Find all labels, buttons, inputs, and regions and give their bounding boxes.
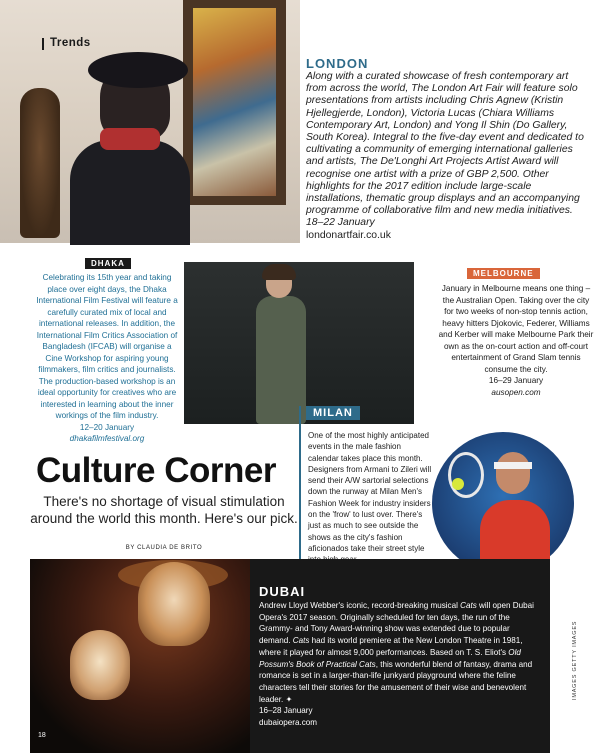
dubai-body-2: will open Dubai Opera's 2017 season. Originally scheduled for ten days, the run of the Grammy- and Tony Award-winning show was extended due to popular demand. [259,601,534,646]
end-mark-icon: ✦ [285,694,293,704]
dubai-dates: 16–28 January [259,706,313,716]
melbourne-url[interactable]: ausopen.com [491,387,541,397]
page-number: 18 [38,732,46,739]
tennis-player-head [496,452,530,494]
visitor-beret [88,52,188,88]
london-heading: LONDON [306,56,369,71]
london-article [306,71,588,242]
dubai-body-4: , this wonderful blend of fantasy, drama and romance is set in a larger-than-life junkyard playground where the feline characters tell their stories for the amusement of their wise and benevolent leader. [259,659,533,704]
dhaka-url[interactable]: dhakafilmfestival.org [69,434,145,443]
melbourne-dates: 16–29 January [488,376,544,385]
tennis-headband [494,462,532,469]
cat-performer-face [138,562,210,646]
london-dates: 18–22 January [306,217,375,229]
image-credit: IMAGES GETTY IMAGES [572,620,578,700]
melbourne-article [438,283,594,398]
dubai-heading: DUBAI [259,584,306,599]
page-title: Culture Corner [36,451,276,490]
tennis-ball-icon [452,478,464,490]
dubai-body-1: Andrew Lloyd Webber's iconic, record-breaking musical [259,601,461,610]
painting [193,8,276,196]
runway-model-hair [262,264,296,280]
visitor-figure [70,140,190,245]
runway-model-suit [256,296,306,424]
london-body-text: Along with a curated showcase of fresh contemporary art from across the world, The London Art Fair will feature solo presentations from artists including Chris Agnew (Kristin Hjellegjerde, London), Victoria Lucas (Chiara Williams Contemporary Art, London) and Yong Il Shin (Do Gallery, South Korea). Integral to the five-day event and dedicated to cultivating a community of emerging international galleries and artists, The De'Longhi Art Projects Artist Award will recognise one artist with a prize of GBP 2,500. Other highlights for the 2017 edition include large-scale installations, thematic group displays and an accompanying programme of collaborative film and new media initiatives. [306,71,584,217]
cat-performer-face-2 [70,630,130,700]
tennis-racket-icon [448,452,484,498]
dubai-body-3: had its world premiere at the New London Theatre in 1981, where it played for almost 9,000 performances. Based on T. S. Eliot's [259,636,523,657]
dhaka-body-text: Celebrating its 15th year and taking place over eight days, the Dhaka International Film Festival will feature a carefully curated mix of local and international releases. In addition, the International Film Critics Association of Bangladesh (IFCAB) will organise a Cine Workshop for aspiring young filmmakers, film critics and journalists. The production-based workshop is an ideal opportunity for creatives who are interested in learning about the inner workings of the film industry. [36,273,178,420]
milan-heading: MILAN [306,406,360,420]
byline: BY CLAUDIA DE BRITO [125,545,203,551]
section-label: Trends [50,37,91,49]
dubai-url[interactable]: dubaiopera.com [259,718,318,728]
page-subtitle: There's no shortage of visual stimulation around the world this month. Here's our pick. [30,494,298,526]
dhaka-article [36,272,178,445]
visitor-scarf [100,128,160,150]
london-url[interactable]: londonartfair.co.uk [306,229,391,241]
dhaka-dates: 12–20 January [79,422,135,432]
dubai-cats-1: Cats [460,601,477,610]
melbourne-body-text: January in Melbourne means one thing – the Australian Open. Taking over the city for two weeks of non-stop tennis action, heavy hitters Djokovic, Federer, Williams and Kerber will make Melbourne Park their own as the on-court action and off-court entertainment of Grand Slam tennis consume the city. [438,284,594,374]
dubai-book: Old Possum's Book of Practical Cats [259,647,521,669]
sculpture [20,88,60,238]
dhaka-heading: DHAKA [85,258,131,269]
milan-rule [299,406,301,578]
section-marker [42,38,44,50]
dubai-article [259,600,541,729]
melbourne-heading: MELBOURNE [467,268,540,279]
milan-body-text: One of the most highly anticipated events in the male fashion calendar takes place this month. Designers from Armani to Zileri will send their A/W sartorial selections down the runway at Milan Men's Fashion Week for industry insiders on the 'frow' to lust over. There's just as much to see outside the shows as the city's fashion aficionados take their street style [308,431,432,553]
dubai-cats-2: Cats [292,636,310,646]
